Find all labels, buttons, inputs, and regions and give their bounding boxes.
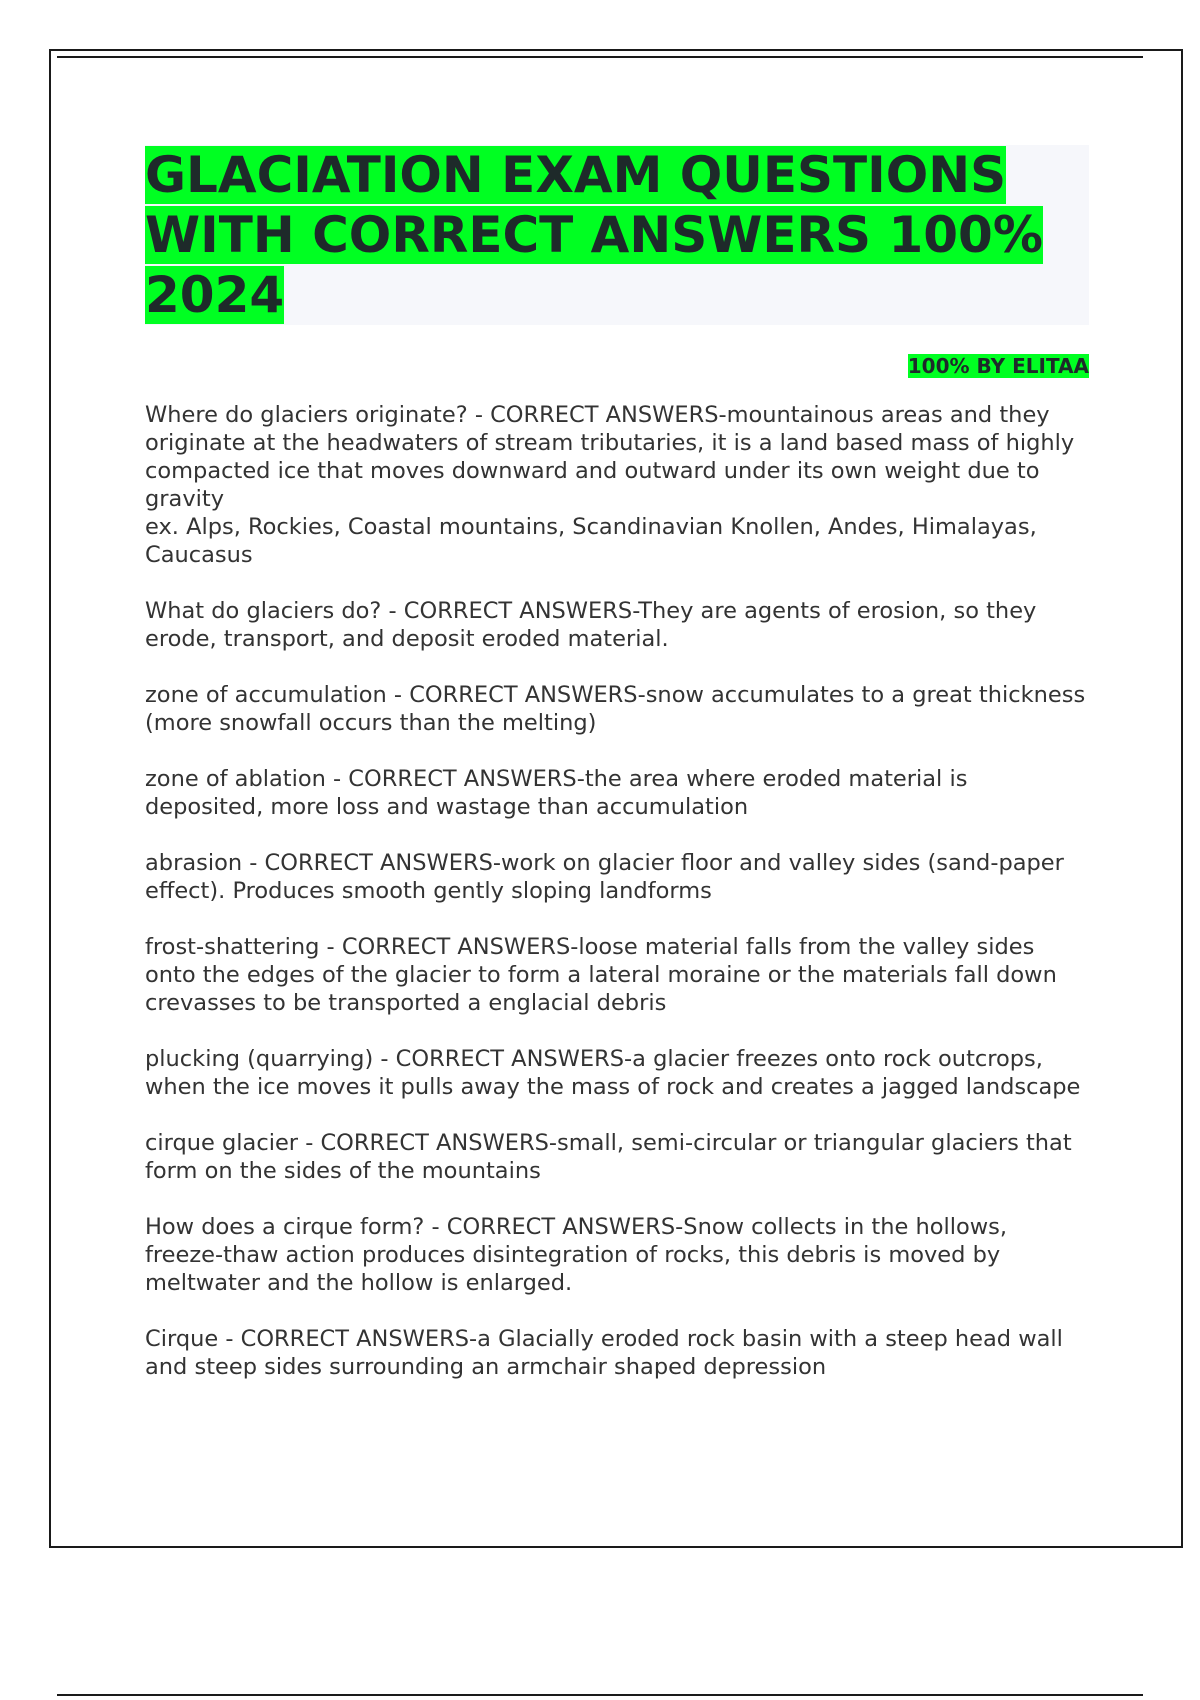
document-title: [145, 145, 1089, 325]
top-rule: [57, 56, 1143, 58]
qa-item: Where do glaciers originate? - CORRECT ANSWERS-mountainous areas and they originate at the headwaters of stream tributaries, it is a land based mass of highly compacted ice that moves downward and outward under its own weight due to gravity ex. Alps, Rockies, Coastal mountains, Scandinavian Knollen, Andes, Himalayas, Caucasus: [145, 402, 1075, 568]
qa-item: Cirque - CORRECT ANSWERS-a Glacially eroded rock basin with a steep head wall and steep sides surrounding an armchair shaped depression: [145, 1326, 1063, 1380]
document-body: [145, 145, 1089, 1409]
qa-list: [145, 401, 1089, 1381]
qa-item: How does a cirque form? - CORRECT ANSWERS-Snow collects in the hollows, freeze-thaw action produces disintegration of rocks, this debris is moved by meltwater and the hollow is enlarged.: [145, 1214, 1008, 1296]
qa-item: cirque glacier - CORRECT ANSWERS-small, semi-circular or triangular glaciers that form on the sides of the mountains: [145, 1130, 1072, 1184]
qa-item: What do glaciers do? - CORRECT ANSWERS-They are agents of erosion, so they erode, transport, and deposit eroded material.: [145, 598, 1037, 652]
title-block: [145, 145, 1089, 325]
author-line: [145, 353, 1089, 379]
qa-item: plucking (quarrying) - CORRECT ANSWERS-a glacier freezes onto rock outcrops, when the ice moves it pulls away the mass of rock and creates a jagged landscape: [145, 1046, 1081, 1100]
document-title-text: GLACIATION EXAM QUESTIONS WITH CORRECT ANSWERS 100% 2024: [145, 146, 1043, 324]
qa-item: zone of accumulation - CORRECT ANSWERS-snow accumulates to a great thickness (more snowfall occurs than the melting): [145, 682, 1086, 736]
author-badge: 100% BY ELITAA: [907, 354, 1089, 378]
qa-item: zone of ablation - CORRECT ANSWERS-the area where eroded material is deposited, more loss and wastage than accumulation: [145, 766, 968, 820]
qa-item: abrasion - CORRECT ANSWERS-work on glacier floor and valley sides (sand-paper effect). Produces smooth gently sloping landforms: [145, 850, 1064, 904]
bottom-rule: [57, 1694, 1143, 1696]
qa-item: frost-shattering - CORRECT ANSWERS-loose material falls from the valley sides onto the edges of the glacier to form a lateral moraine or the materials fall down crevasses to be transported a englacial debris: [145, 934, 1057, 1016]
